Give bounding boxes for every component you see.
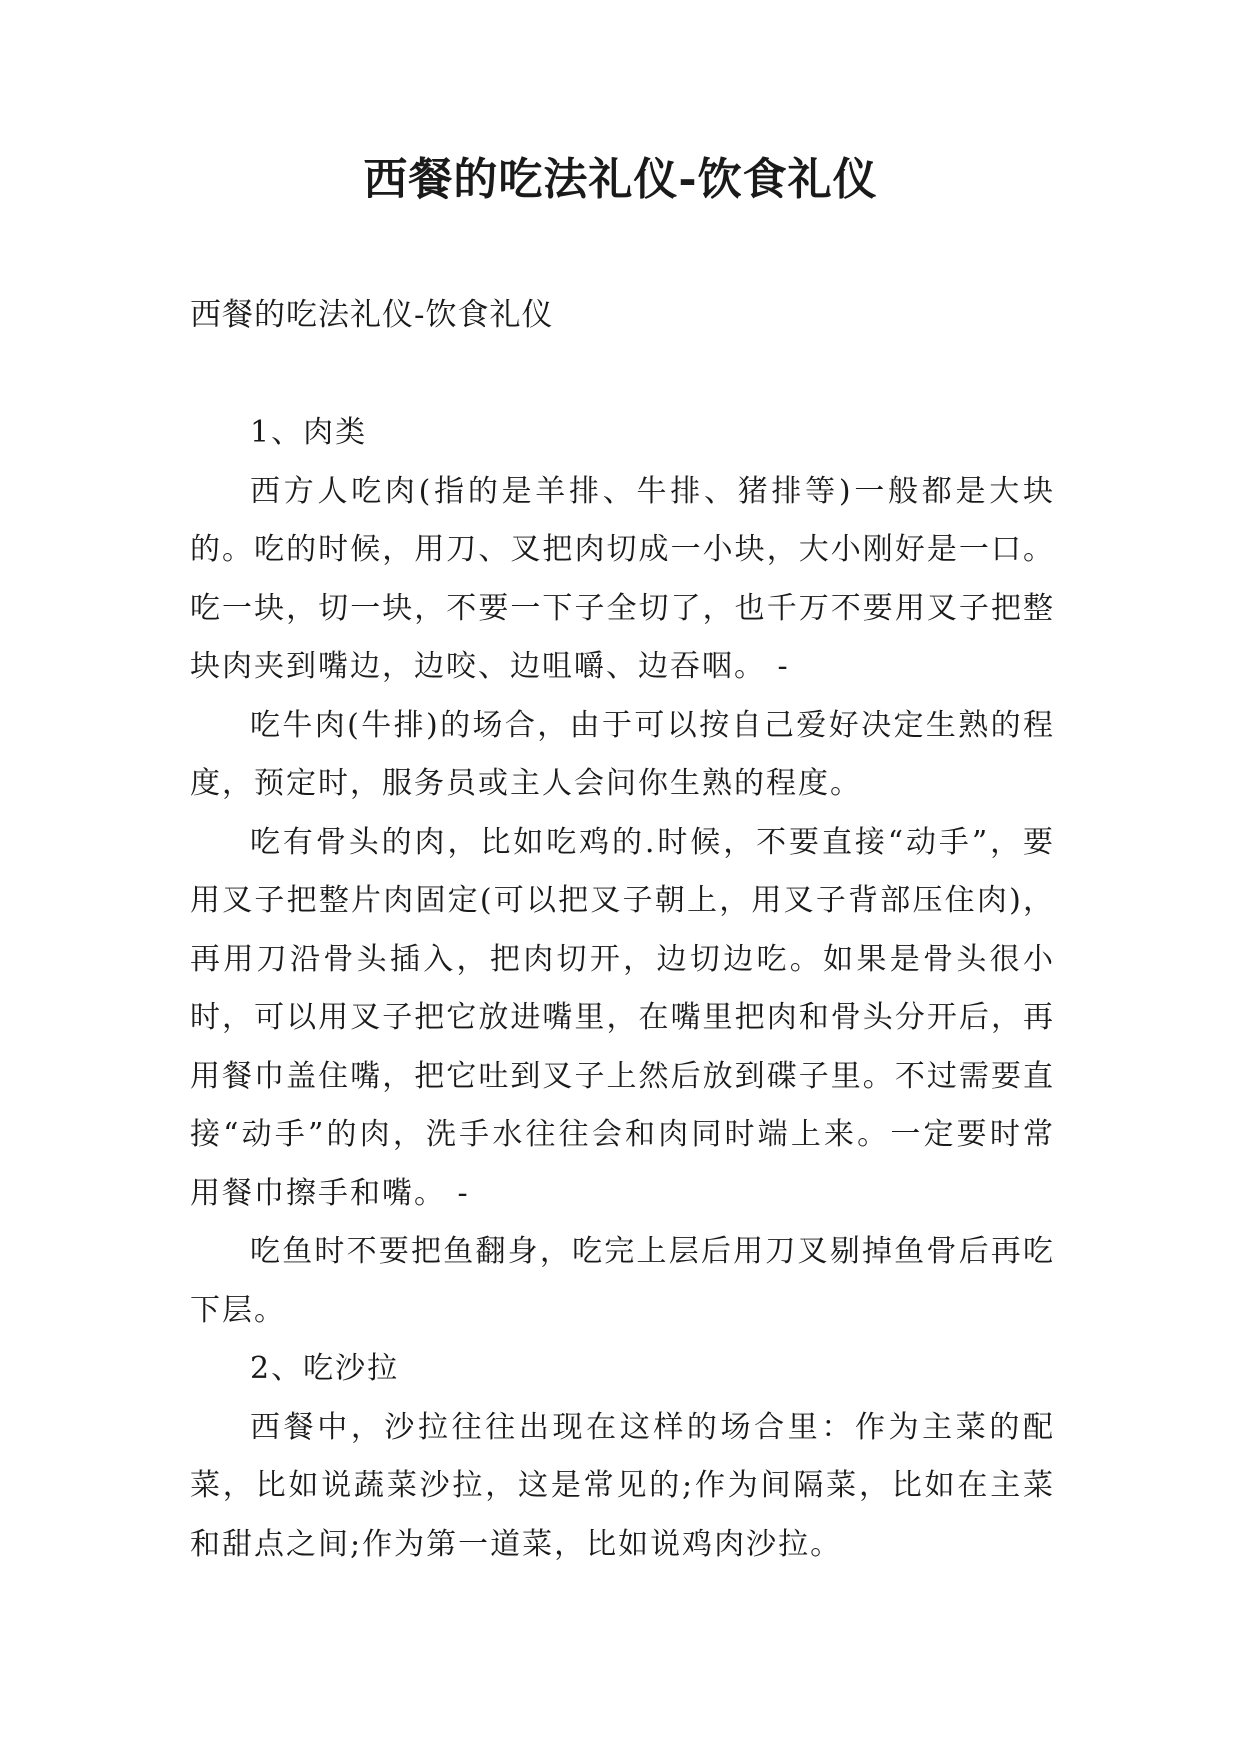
paragraph-fish: 吃鱼时不要把鱼翻身，吃完上层后用刀叉剔掉鱼骨后再吃下层。 [190, 1234, 1055, 1328]
paragraph-meat-cutting: 西方人吃肉(指的是羊排、牛排、猪排等)一般都是大块的。吃的时候，用刀、叉把肉切成一小块，大小刚好是一口。吃一块，切一块，不要一下子全切了，也千万不要用叉子把整块肉夹到嘴边，边咬、边咀嚼、边吞咽。 - [190, 473, 1055, 684]
heading-salad: 2、吃沙拉 [250, 1351, 400, 1386]
paragraph-salad: 西餐中，沙拉往往出现在这样的场合里：作为主菜的配菜，比如说蔬菜沙拉，这是常见的;作为间隔菜，比如在主菜和甜点之间;作为第一道菜，比如说鸡肉沙拉。 [190, 1409, 1055, 1562]
document-body [190, 404, 1055, 1574]
paragraph-bone-meat: 吃有骨头的肉，比如吃鸡的.时候，不要直接“动手”，要用叉子把整片肉固定(可以把叉子朝上，用叉子背部压住肉)，再用刀沿骨头插入，把肉切开，边切边吃。如果是骨头很小时，可以用叉子把它放进嘴里，在嘴里把肉和骨头分开后，再用餐巾盖住嘴，把它吐到叉子上然后放到碟子里。不过需要直接“动手”的肉，洗手水往往会和肉同时端上来。一定要时常用餐巾擦手和嘴。 - [190, 824, 1055, 1211]
document-subtitle: 西餐的吃法礼仪-饮食礼仪 [190, 297, 554, 333]
document-title: 西餐的吃法礼仪-饮食礼仪 [363, 154, 878, 205]
heading-meat: 1、肉类 [250, 415, 368, 450]
paragraph-beef: 吃牛肉(牛排)的场合，由于可以按自己爱好决定生熟的程度，预定时，服务员或主人会问你生熟的程度。 [190, 707, 1055, 801]
